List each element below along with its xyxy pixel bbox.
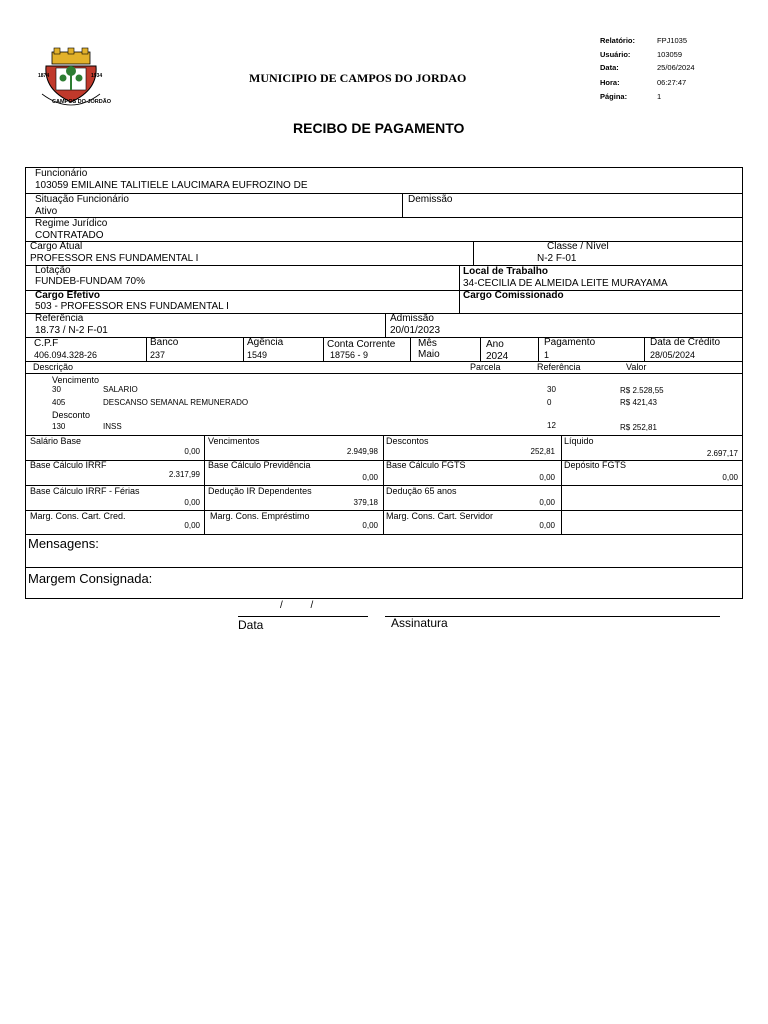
funcionario-value: 103059 EMILAINE TALITIELE LAUCIMARA EUFROZINO DE [35, 180, 308, 191]
admissao-value: 20/01/2023 [390, 325, 441, 336]
item-valor: R$ 252,81 [620, 423, 657, 432]
meta-label: Data: [600, 63, 619, 72]
item-valor: R$ 421,43 [620, 398, 657, 407]
date-label: Data [238, 618, 264, 632]
regime-label: Regime Jurídico [35, 218, 108, 229]
referencia-value: 18.73 / N-2 F-01 [35, 325, 108, 336]
total-label: Marg. Cons. Cart. Servidor [386, 511, 494, 521]
total-value: 0,00 [362, 473, 378, 482]
item-valor: R$ 2.528,55 [620, 386, 664, 395]
admissao-label: Admissão [390, 313, 434, 324]
total-value: 252,81 [530, 447, 555, 456]
total-label: Marg. Cons. Empréstimo [210, 511, 310, 521]
date-slashes: / / [280, 600, 314, 611]
situacao-value: Ativo [35, 206, 58, 217]
mes-label: Mês [418, 338, 437, 349]
credito-value: 28/05/2024 [650, 350, 696, 360]
total-label: Vencimentos [208, 436, 260, 446]
total-value: 2.317,99 [168, 470, 200, 479]
signature-label: Assinatura [391, 616, 448, 630]
cargo-atual-value: PROFESSOR ENS FUNDAMENTAL I [30, 253, 199, 264]
total-value: 0,00 [184, 521, 200, 530]
municipality-name: MUNICIPIO DE CAMPOS DO JORDAO [249, 71, 467, 85]
cargo-comissionado-label: Cargo Comissionado [463, 290, 564, 301]
crest-year-right: 1934 [91, 73, 103, 79]
meta-value: 1 [657, 92, 662, 101]
regime-value: CONTRATADO [35, 230, 104, 241]
meta-label: Relatório: [600, 36, 636, 45]
total-label: Dedução 65 anos [386, 486, 457, 496]
total-value: 0,00 [539, 473, 555, 482]
col-referencia: Referência [537, 362, 581, 372]
total-value: 0,00 [184, 447, 200, 456]
total-value: 0,00 [362, 521, 378, 530]
vencimento-group-label: Vencimento [52, 375, 100, 385]
pagamento-label: Pagamento [544, 337, 596, 348]
ano-value: 2024 [486, 351, 509, 362]
total-value: 0,00 [184, 498, 200, 507]
lotacao-value: FUNDEB-FUNDAM 70% [35, 276, 146, 287]
page-title: RECIBO DE PAGAMENTO [293, 120, 465, 136]
item-code: 130 [52, 422, 66, 431]
cpf-label: C.P.F [34, 338, 59, 349]
desconto-group-label: Desconto [52, 410, 91, 420]
pagamento-value: 1 [544, 350, 550, 360]
margem-consignada-label: Margem Consignada: [28, 571, 153, 586]
referencia-label: Referência [35, 313, 84, 324]
crest-year-left: 1874 [38, 73, 50, 79]
item-desc: INSS [103, 422, 122, 431]
lotacao-label: Lotação [35, 265, 71, 276]
col-valor: Valor [626, 362, 647, 372]
local-trabalho-label: Local de Trabalho [463, 266, 549, 277]
total-label: Dedução IR Dependentes [208, 486, 312, 496]
total-label: Base Cálculo IRRF [30, 460, 107, 470]
col-parcela: Parcela [470, 362, 501, 372]
agencia-value: 1549 [247, 350, 268, 360]
municipal-crest-logo [38, 46, 111, 112]
crest-banner-text: CAMPOS DO JORDÃO [52, 99, 111, 105]
item-code: 405 [52, 398, 66, 407]
total-value: 0,00 [722, 473, 738, 482]
meta-value: FPJ1035 [657, 36, 688, 45]
meta-label: Usuário: [600, 50, 631, 59]
total-label: Marg. Cons. Cart. Cred. [30, 511, 126, 521]
item-ref: 12 [547, 421, 556, 430]
item-desc: SALARIO [103, 385, 138, 394]
situacao-label: Situação Funcionário [35, 194, 129, 205]
meta-value: 25/06/2024 [657, 63, 695, 72]
item-desc: DESCANSO SEMANAL REMUNERADO [103, 398, 249, 407]
item-ref: 30 [547, 385, 556, 394]
cargo-efetivo-label: Cargo Efetivo [35, 290, 101, 301]
banco-label: Banco [150, 337, 179, 348]
classe-label: Classe / Nível [547, 241, 609, 252]
cpf-value: 406.094.328-26 [34, 350, 98, 360]
ano-label: Ano [486, 339, 504, 350]
total-label: Salário Base [30, 436, 82, 446]
mes-value: Maio [418, 349, 440, 360]
total-value: 2.697,17 [706, 449, 738, 458]
total-label: Base Cálculo IRRF - Férias [30, 486, 140, 496]
meta-value: 06:27:47 [657, 78, 687, 87]
conta-label: Conta Corrente [327, 339, 396, 350]
funcionario-label: Funcionário [35, 168, 88, 179]
date-line [238, 616, 368, 617]
total-value: 0,00 [539, 498, 555, 507]
demissao-label: Demissão [408, 194, 453, 205]
total-label: Base Cálculo FGTS [386, 460, 466, 470]
mensagens-label: Mensagens: [28, 536, 99, 551]
total-label: Depósito FGTS [564, 460, 627, 470]
total-value: 379,18 [353, 498, 378, 507]
conta-value: 18756 - 9 [330, 350, 369, 360]
total-label: Líquido [564, 436, 594, 446]
item-ref: 0 [547, 398, 552, 407]
agencia-label: Agência [247, 337, 284, 348]
total-label: Base Cálculo Previdência [208, 460, 311, 470]
item-code: 30 [52, 385, 61, 394]
cargo-efetivo-value: 503 - PROFESSOR ENS FUNDAMENTAL I [35, 301, 229, 312]
col-descricao: Descrição [33, 362, 74, 372]
local-trabalho-value: 34-CECILIA DE ALMEIDA LEITE MURAYAMA [463, 278, 668, 289]
banco-value: 237 [150, 350, 166, 360]
meta-label: Hora: [600, 78, 620, 87]
total-value: 0,00 [539, 521, 555, 530]
classe-value: N-2 F-01 [537, 253, 577, 264]
meta-label: Página: [600, 92, 628, 101]
total-value: 2.949,98 [346, 447, 378, 456]
total-label: Descontos [386, 436, 429, 446]
cargo-atual-label: Cargo Atual [30, 241, 83, 252]
meta-value: 103059 [657, 50, 683, 59]
credito-label: Data de Crédito [650, 337, 721, 348]
